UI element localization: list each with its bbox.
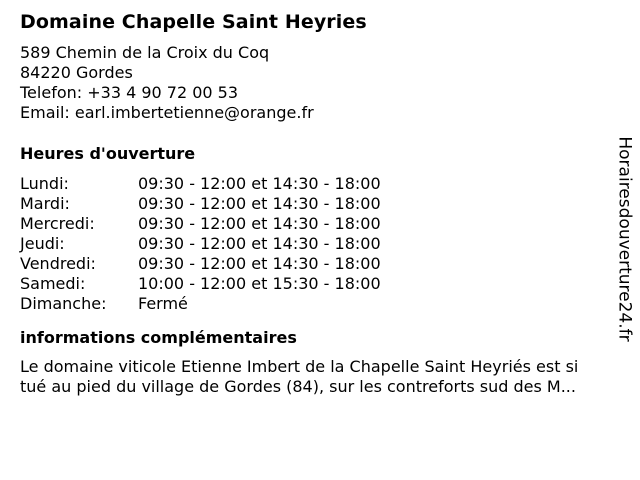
hours-time-value: 09:30 - 12:00 et 14:30 - 18:00	[138, 194, 381, 213]
info-text-line: Le domaine viticole Etienne Imbert de la Chapelle Saint Heyriés est si	[20, 357, 579, 376]
business-card	[20, 10, 632, 397]
site-brand-vertical	[611, 134, 639, 344]
hours-day-label: Mercredi:	[20, 214, 95, 233]
hours-time-value: Fermé	[138, 294, 188, 313]
opening-hours-heading: Heures d'ouverture	[20, 144, 196, 163]
address-block	[20, 43, 632, 123]
street-address: 589 Chemin de la Croix du Coq	[20, 43, 270, 62]
hours-time-value: 10:00 - 12:00 et 15:30 - 18:00	[138, 274, 381, 293]
hours-row-friday	[20, 254, 632, 274]
hours-row-sunday	[20, 294, 632, 314]
hours-row-monday	[20, 174, 632, 194]
hours-row-thursday	[20, 234, 632, 254]
additional-info-text	[20, 357, 628, 397]
site-brand-label: Horairesdouverture24.fr	[615, 136, 635, 342]
hours-day-label: Samedi:	[20, 274, 86, 293]
hours-row-tuesday	[20, 194, 632, 214]
hours-time-value: 09:30 - 12:00 et 14:30 - 18:00	[138, 214, 381, 233]
email-address: Email: earl.imbertetienne@orange.fr	[20, 103, 314, 122]
city-postcode: 84220 Gordes	[20, 63, 133, 82]
hours-time-value: 09:30 - 12:00 et 14:30 - 18:00	[138, 174, 381, 193]
hours-row-saturday	[20, 274, 632, 294]
hours-day-label: Mardi:	[20, 194, 70, 213]
hours-day-label: Lundi:	[20, 174, 69, 193]
info-text-line: tué au pied du village de Gordes (84), sur les contreforts sud des M...	[20, 377, 576, 396]
hours-time-value: 09:30 - 12:00 et 14:30 - 18:00	[138, 234, 381, 253]
opening-hours-table	[20, 174, 632, 314]
additional-info-heading: informations complémentaires	[20, 328, 297, 347]
hours-day-label: Vendredi:	[20, 254, 96, 273]
hours-day-label: Dimanche:	[20, 294, 107, 313]
hours-time-value: 09:30 - 12:00 et 14:30 - 18:00	[138, 254, 381, 273]
business-name: Domaine Chapelle Saint Heyries	[20, 11, 367, 33]
phone-number: Telefon: +33 4 90 72 00 53	[20, 83, 239, 102]
hours-row-wednesday	[20, 214, 632, 234]
hours-day-label: Jeudi:	[20, 234, 65, 253]
